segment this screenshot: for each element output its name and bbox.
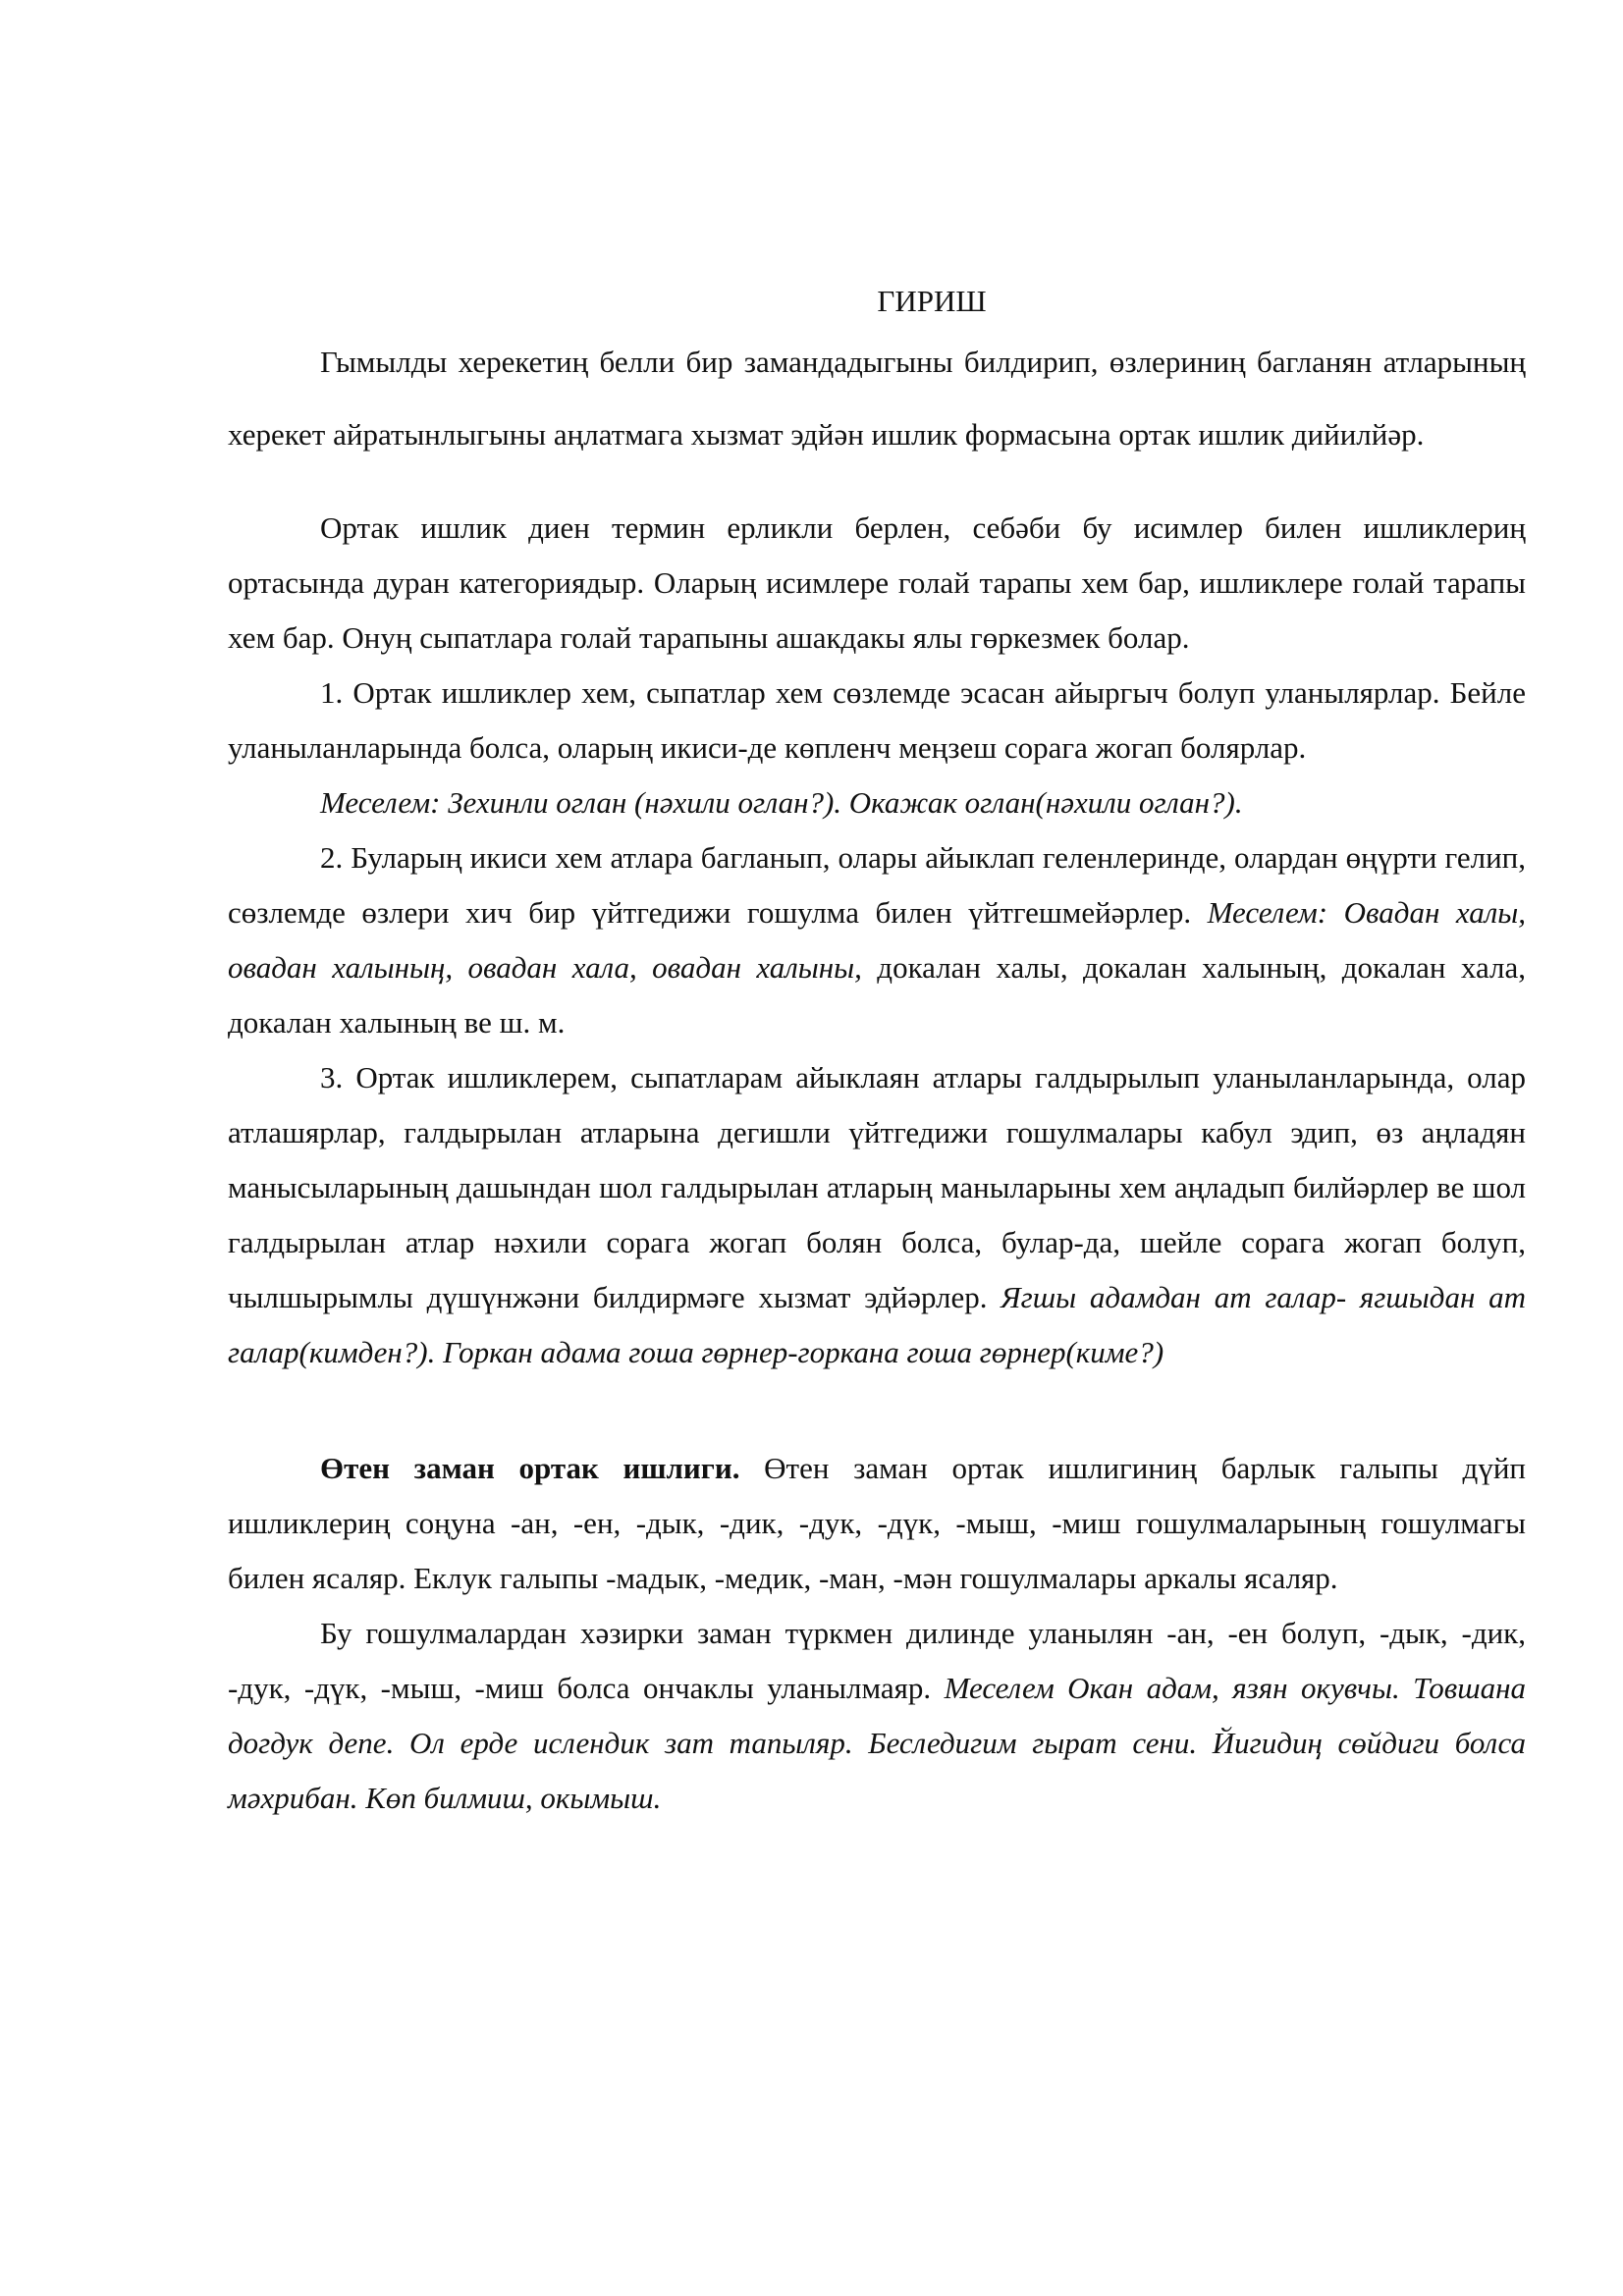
suffixes-example: Меселем Окан адам, язян окувчы. Товшана догдук депе. Ол ерде ислендик зат тапыляр. Беследигим гырат сени. Йигидиң сөйдиги болса мәхрибан. Көп билмиш, окымыш. bbox=[228, 1671, 1526, 1815]
paragraph-point-1: 1. Ортак ишликлер хем, сыпатлар хем сөзлемде эсасан айыргыч болуп уланылярлар. Бейле уланыланларында болса, оларың икиси-де көпленч меңзеш сорага жогап болярлар. bbox=[228, 675, 1526, 765]
paragraph-term: Ортак ишлик диен термин ерликли берлен, себәби бу исимлер билен ишликлериң ортасында дуран категориядыр. Оларың исимлере голай тарапы хем бар, ишликлере голай тарапы хем бар. Онуң сыпатлара голай тарапыны ашакдакы ялы гөркезмек болар. bbox=[228, 510, 1526, 655]
paragraph-point-3 bbox=[228, 1050, 1526, 1380]
point-3-text: 3. Ортак ишликлерем, сыпатларам айыклаян атлары галдырылып уланыланларында, олар атлашярлар, галдырылан атларына дегишли үйтгедижи гошулмалары кабул эдип, өз аңладян манысыларының дашындан шол галдырылан атларың маныларыны хем аңладып билйәрлер ве шол галдырылан атлар нәхили сорага жогап болян болса, булар-да, шейле сорага жогап болуп, чылшырымлы дүшүнжәни билдирмәге хызмат эдйәрлер. bbox=[228, 1060, 1526, 1314]
example-text: Меселем: Зехинли оглан (нәхили оглан?). Окажак оглан(нәхили оглан?). bbox=[320, 785, 1243, 820]
suffixes-text: Бу гошулмалардан хәзирки заман түркмен дилинде уланылян -ан, -ен болуп, -дык, -дик, -дук, -дүк, -мыш, -миш болса ончаклы уланылмаяр. bbox=[228, 1616, 1526, 1705]
point-2-text: 2. Буларың икиси хем атлара багланып, олары айыклап геленлеринде, олардан өңүрти гелип, сөзлемде өзлери хич бир үйтгедижи гошулма билен үйтгешмейәрлер. bbox=[228, 840, 1526, 930]
paragraph-point-2 bbox=[228, 830, 1526, 1050]
paragraph-suffixes bbox=[228, 1606, 1526, 1826]
point-2-tail: докалан халы, докалан халының, докалан хала, докалан халының ве ш. м. bbox=[228, 950, 1526, 1040]
document-page bbox=[228, 277, 1526, 1826]
past-participle-text: Өтен заман ортак ишлигиниң барлык галыпы дүйп ишликлериң соңуна -ан, -ен, -дык, -дик, -дук, -дүк, -мыш, -миш гошулмаларының гошулмагы билен ясаляр. Еклук галыпы -мадык, -медик, -ман, -мән гошулмалары аркалы ясаляр. bbox=[228, 1451, 1526, 1595]
paragraph-past-participle bbox=[228, 1441, 1526, 1606]
paragraph-example-1 bbox=[228, 775, 1526, 830]
section-heading: Өтен заман ортак ишлиги. bbox=[320, 1451, 740, 1485]
paragraph-gap bbox=[228, 471, 1526, 501]
paragraph-intro: Гымылды херекетиң белли бир замандадыгыны билдирип, өзлериниң багланян атларының херекет айратынлыгыны аңлатмага хызмат эдйән ишлик формасына ортак ишлик дийилйәр. bbox=[228, 345, 1526, 452]
paragraph-gap bbox=[228, 1380, 1526, 1441]
page-title: ГИРИШ bbox=[877, 284, 987, 318]
point-2-example: Меселем: Овадан халы, овадан халының, овадан хала, овадан халыны, bbox=[228, 895, 1526, 985]
point-3-example: Ягшы адамдан ат галар- ягшыдан ат галар(кимден?). Горкан адама гоша гөрнер-горкана гоша гөрнер(киме?) bbox=[228, 1280, 1526, 1369]
